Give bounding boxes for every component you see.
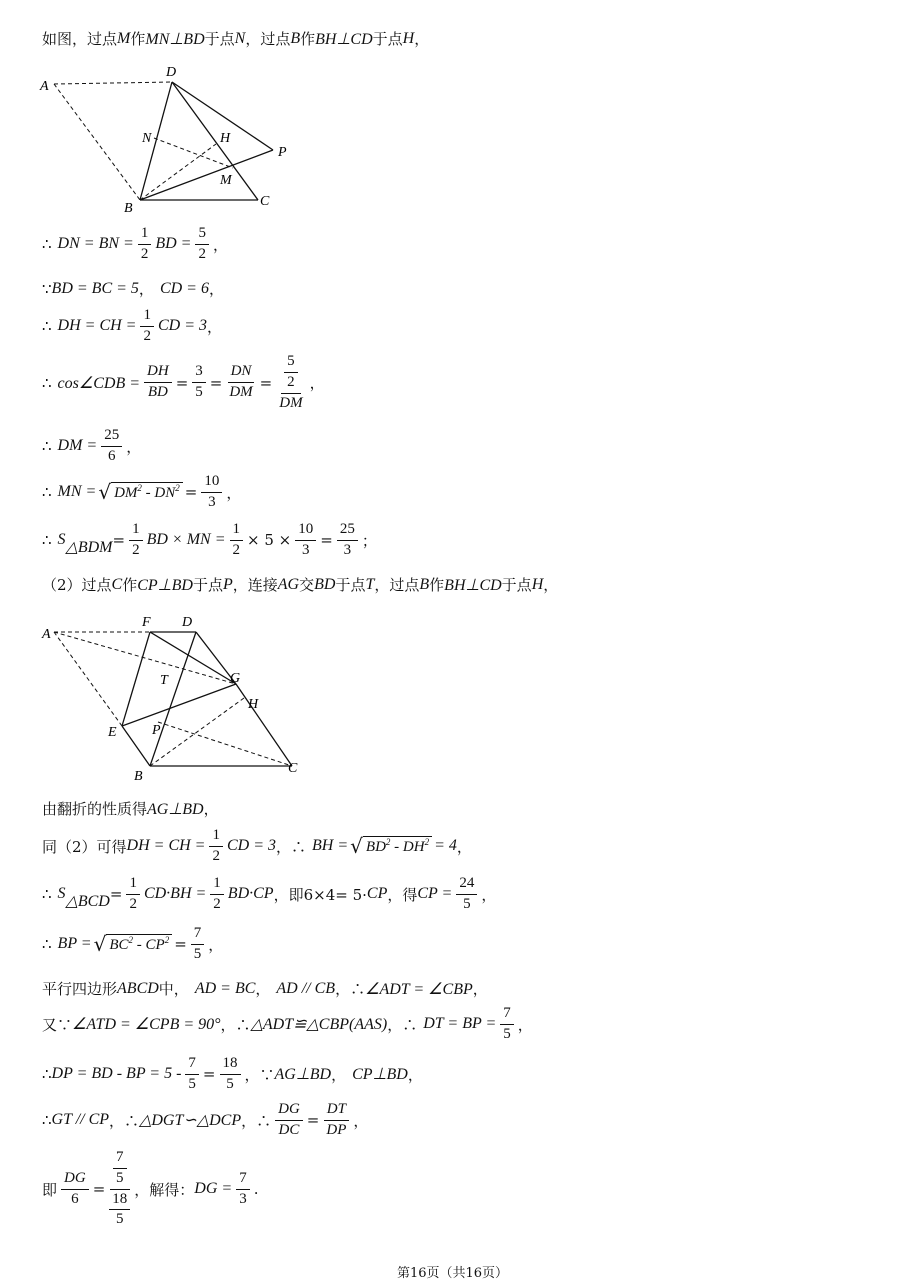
- fraction: $\frac{10}{3}$: [295, 522, 316, 559]
- label-E: E: [108, 725, 117, 740]
- therefore-symbol: ∴: [42, 437, 52, 456]
- fraction: $\frac{1}{2}$: [209, 828, 223, 865]
- solution-line-11: 同（2）可得 DH = CH = $\frac{1}{2}$ CD = 3 ，∴ BH = √ $BD^2 - DH^2$ = 4 ，: [42, 827, 472, 864]
- text: 同（2）可得: [42, 837, 127, 856]
- math: CD = 6: [159, 279, 209, 297]
- page-footer: 第16页（共16页）: [396, 1266, 509, 1281]
- solution-line-16: ∴ DP = BD - BP = 5 - $\frac{7}{5}$ = $\frac{18}{5}$ ，∵ AG⊥BD ， CP⊥BD ，: [42, 1055, 423, 1092]
- math: cos∠CDB =: [57, 374, 141, 392]
- therefore-symbol: ∴: [42, 531, 52, 550]
- solution-line-10: 由翻折的性质得 AG⊥BD ，: [42, 800, 219, 818]
- label-H: H: [248, 697, 259, 712]
- fraction: $\frac{DG}{6}$: [61, 1171, 89, 1208]
- text: 如图，过点: [42, 30, 118, 48]
- equals: =: [184, 483, 198, 502]
- text: 作: [300, 30, 316, 48]
- text: 于点: [372, 30, 403, 48]
- math: BD × MN =: [146, 531, 226, 549]
- equals: =: [209, 373, 223, 392]
- label-T: T: [160, 673, 168, 688]
- square-root: √ $DM^2 - DN^2$: [98, 482, 182, 502]
- text: ，: [208, 280, 224, 298]
- fraction: $\frac{1}{2}$: [140, 308, 154, 345]
- solution-line-5: [42, 354, 325, 411]
- math: DM =: [57, 437, 98, 455]
- text: ，: [138, 280, 154, 298]
- label-B: B: [124, 201, 133, 216]
- compound-fraction: $\frac{\frac{7}{5}}{\frac{18}{5}}$: [109, 1150, 130, 1228]
- text: ，: [414, 30, 430, 48]
- math: B: [290, 29, 301, 47]
- label-D: D: [166, 65, 177, 80]
- fraction: $\frac{1}{2}$: [126, 876, 140, 913]
- math: × 5 ×: [247, 531, 292, 550]
- fraction: $\frac{25}{6}$: [101, 428, 122, 465]
- fraction: $\frac{DH}{BD}$: [144, 364, 172, 401]
- fraction: $\frac{5}{2}$: [195, 226, 209, 263]
- fraction: $\frac{1}{2}$: [210, 876, 224, 913]
- label-M: M: [220, 173, 232, 188]
- solution-line-4: [42, 308, 222, 345]
- math: DH = CH =: [57, 317, 137, 335]
- text: （2）过点: [42, 576, 112, 594]
- math: N: [234, 29, 246, 47]
- fraction: $\frac{7}{5}$: [185, 1056, 199, 1093]
- label-A: A: [40, 79, 49, 94]
- fraction: $\frac{DT}{DP}$: [323, 1102, 349, 1139]
- therefore-symbol: ∴: [42, 317, 52, 336]
- solution-line-3: [42, 278, 224, 299]
- text: ，: [207, 317, 223, 336]
- solution-line-7: [42, 474, 241, 511]
- label-G: G: [230, 671, 241, 686]
- equals: =: [259, 373, 273, 392]
- solution-line-2: [42, 226, 228, 263]
- fraction: $\frac{1}{2}$: [138, 226, 152, 263]
- equals: =: [320, 531, 333, 550]
- fraction: $\frac{1}{2}$: [230, 522, 244, 559]
- text: ，过点: [245, 30, 291, 48]
- fraction: $\frac{24}{5}$: [456, 876, 477, 913]
- therefore-symbol: ∴: [42, 483, 52, 502]
- text: ；: [361, 531, 377, 550]
- fraction: $\frac{DG}{DC}$: [275, 1102, 303, 1139]
- solution-line-6: [42, 428, 141, 465]
- label-P: P: [152, 723, 161, 738]
- text: 作: [130, 30, 146, 48]
- math: MN =: [57, 483, 97, 501]
- fraction: $\frac{10}{3}$: [201, 474, 222, 511]
- math: CD = 3: [157, 317, 208, 335]
- solution-line-1: [42, 28, 429, 49]
- fraction: $\frac{7}{5}$: [191, 926, 205, 963]
- label-C: C: [260, 194, 270, 209]
- equals: =: [175, 373, 189, 392]
- label-D: D: [182, 615, 193, 630]
- square-root: √ $BD^2 - DH^2$: [350, 836, 432, 856]
- geometry-figure-1: [30, 58, 310, 218]
- label-B: B: [134, 769, 143, 784]
- solution-line-17: ∴ GT // CP ，∴ △DGT∽△DCP ，∴ $\frac{DG}{DC}$ = $\frac{DT}{DP}$ ，: [42, 1101, 369, 1138]
- solution-line-15: 又∵ ∠ATD = ∠CPB = 90° ，∴ △ADT≌△CBP(AAS) ，∴ DT = BP = $\frac{7}{5}$ ，: [42, 1005, 533, 1042]
- math: BD =: [155, 235, 192, 253]
- equals: =: [112, 531, 126, 550]
- solution-line-18: 即 $\frac{DG}{6}$ = $\frac{\frac{7}{5}}{\frac{18}{5}}$ ，解得： DG = $\frac{7}{3}$ .: [42, 1149, 259, 1228]
- fraction: $\frac{25}{3}$: [337, 522, 358, 559]
- fraction: $\frac{7}{5}$: [500, 1006, 514, 1043]
- math: BH⊥CD: [315, 30, 373, 48]
- because-symbol: ∵: [42, 279, 52, 298]
- fraction: $\frac{3}{5}$: [192, 364, 206, 401]
- subscript: △BDM: [65, 539, 113, 557]
- square-root: √ $BC^2 - CP^2$: [94, 934, 173, 954]
- text: ，: [212, 235, 228, 254]
- text: 于点: [204, 30, 235, 48]
- fraction: $\frac{DN}{DM}$: [229, 363, 253, 401]
- math: H: [402, 29, 415, 47]
- text: ，: [226, 483, 242, 502]
- math: BD = BC = 5: [51, 279, 139, 297]
- solution-line-13: ∴ BP = √ $BC^2 - CP^2$ = $\frac{7}{5}$ ，: [42, 925, 224, 962]
- math: S: [57, 531, 66, 549]
- math: MN⊥BD: [145, 30, 205, 48]
- label-N: N: [142, 131, 152, 146]
- solution-line-9: （2）过点 C 作 CP⊥BD 于点 P ，连接 AG 交 BD 于点 T ，过点 B 作 BH⊥CD 于点 H ，: [42, 575, 559, 594]
- solution-line-12: ∴ S △BCD = $\frac{1}{2}$ CD·BH = $\frac{1}{2}$ BD·CP ，即6×4= 5· CP ，得 CP = $\frac{24}{5}$ ，: [42, 875, 497, 912]
- therefore-symbol: ∴: [42, 373, 52, 392]
- text: ，: [309, 374, 325, 393]
- fraction: $\frac{1}{2}$: [129, 522, 143, 559]
- label-P: P: [278, 145, 287, 160]
- therefore-symbol: ∴: [42, 235, 52, 254]
- math: AG⊥BD: [147, 800, 204, 818]
- label-H: H: [220, 131, 231, 146]
- label-F: F: [142, 615, 151, 630]
- text: 由翻折的性质得: [42, 800, 148, 818]
- solution-line-8: [42, 522, 377, 559]
- text: ，: [126, 437, 142, 456]
- geometry-figure-2: [30, 608, 320, 788]
- fraction: $\frac{18}{5}$: [220, 1056, 241, 1093]
- math: M: [117, 29, 131, 47]
- solution-line-14: 平行四边形 ABCD 中， AD = BC ， AD // CB ，∴ ∠ADT = ∠CBP ，: [42, 979, 488, 998]
- label-A: A: [42, 627, 51, 642]
- compound-fraction: $\frac{\frac{5}{2}}{DM}$: [279, 353, 303, 411]
- label-C: C: [288, 761, 298, 776]
- fraction: $\frac{7}{3}$: [236, 1171, 250, 1208]
- math: DN = BN =: [57, 235, 134, 253]
